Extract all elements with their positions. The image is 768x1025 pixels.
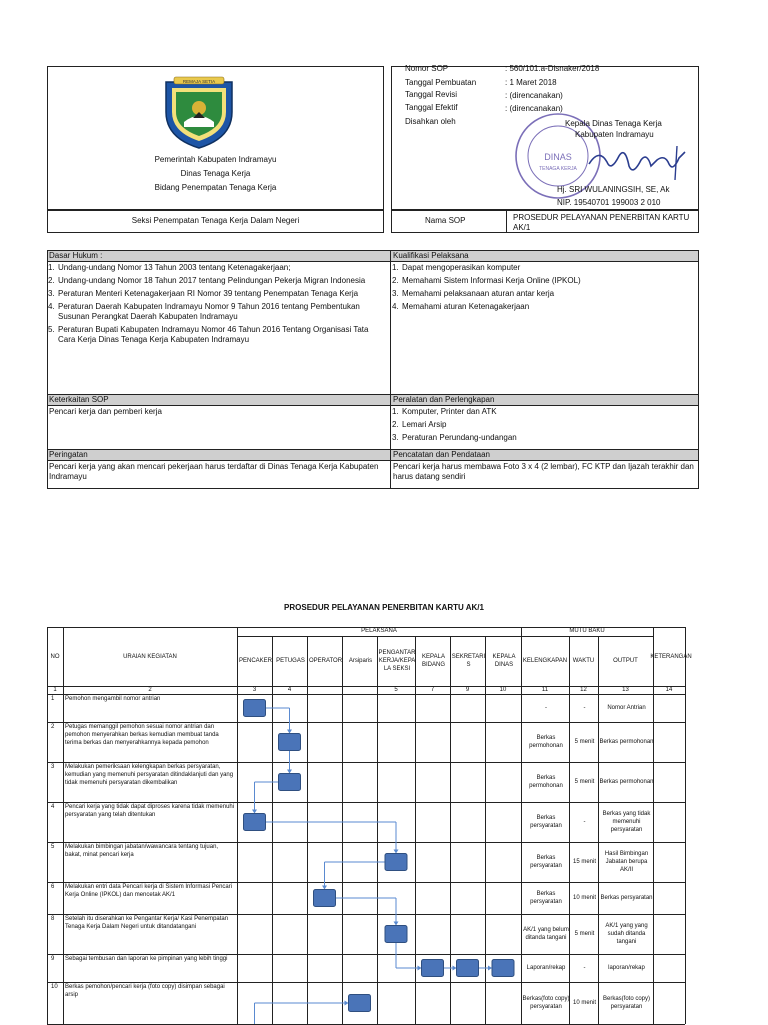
row-kelengkapan: Laporan/rekap [526,965,566,971]
row-output: Berkas persyaratan [600,895,653,901]
flow-process-box [385,926,407,943]
nama-sop-value: PROSEDUR PELAYANAN PENERBITAN KARTU AK/1 [513,213,690,232]
header-mutu-baku: MUTU BAKU [569,627,605,634]
kualifikasi-item: 2. Memahami Sistem Informasi Kerja Online (IPKOL) [392,276,581,285]
column-number: 14 [665,687,673,693]
peralatan-item: 1. Komputer, Printer dan ATK [392,407,497,416]
nomor-sop-value: : 560/101.a-Disnaker/2018 [505,64,600,73]
row-number: 5 [51,844,55,850]
column-number: 4 [287,687,292,693]
disahkan-label: Disahkan oleh [405,117,456,126]
header-actor: PENGANTAR KERJA/KEPALA SEKSI [378,650,416,672]
dasar-hukum-item: 3. Peraturan Menteri Ketenagakerjaan RI Nomor 39 tentang Penempatan Tenaga Kerja [48,289,359,298]
kualifikasi-item: 3. Memahami pelaksanaan aturan antar kerja [392,289,555,298]
keterkaitan-title: Keterkaitan SOP [49,395,109,404]
row-waktu: - [583,705,586,711]
header-actor: OPERATOR [308,658,343,664]
row-number: 9 [51,956,55,962]
row-output: Berkas yang tidak memenuhi persyaratan [602,811,651,833]
flow-process-box [279,734,301,751]
bidang-name: Bidang Penempatan Tenaga Kerja [154,183,277,192]
header-actor: KEPALA DINAS [492,654,516,668]
flow-arrowhead [453,966,457,971]
flow-process-box [457,960,479,977]
header-actor: KEPALA BIDANG [421,654,445,668]
column-number: 5 [394,687,398,693]
row-kelengkapan: Berkas permohonan [529,735,563,749]
row-waktu: 5 menit [574,779,595,785]
row-number: 6 [51,884,55,890]
column-number: 12 [580,687,587,693]
row-output: Nomor Antrian [607,705,646,711]
header-mutu-col: WAKTU [572,658,595,664]
row-uraian: Pencari kerja yang tidak dapat diproses karena tidak memenuhi persyaratan yang telah ditentukan [65,804,235,818]
seksi-name: Seksi Penempatan Tenaga Kerja Dalam Negeri [131,216,300,225]
column-number: 2 [148,687,152,693]
row-uraian: Pemohon mengambil nomor antrian [65,696,161,702]
column-number: 13 [622,687,629,693]
logo-motto: REMAJA SETIA [182,79,216,84]
flow-process-box [385,854,407,871]
header-actor: Arsiparis [348,658,373,664]
row-kelengkapan: Berkas permohonan [529,775,563,789]
row-number: 1 [51,696,55,702]
peralatan-item: 2. Lemari Arsip [392,420,447,429]
pencatatan-text: Pencari kerja harus membawa Foto 3 x 4 (2 lembar), FC KTP dan Ijazah terakhir dan harus datang sendiri [393,462,694,481]
dasar-hukum-item: 1. Undang-undang Nomor 13 Tahun 2003 tentang Ketenagakerjaan; [48,263,291,272]
flow-process-box [314,890,336,907]
dept-name: Dinas Tenaga Kerja [180,169,251,178]
header-keterangan: KETERANGAN [650,653,692,660]
dasar-hukum-item: 5. Peraturan Bupati Kabupaten Indramayu Nomor 46 Tahun 2016 Tentang Organisasi Tata Cara Kerja Dinas Tenaga Kerja Kabupaten Indramayu [48,325,369,344]
peringatan-text: Pencari kerja yang akan mencari pekerjaan harus terdaftar di Dinas Tenaga Kerja Kabupaten Indramayu [49,462,379,481]
flow-process-box [492,960,514,977]
row-number: 3 [51,764,55,770]
row-waktu: 10 menit [572,895,596,901]
peralatan-title: Peralatan dan Perlengkapan [393,395,495,404]
column-number: 3 [252,687,257,693]
nama-sop-label: Nama SOP [425,216,466,225]
tanggal-revisi-value: : (direncanakan) [505,91,563,100]
dasar-hukum-item: 2. Undang-undang Nomor 18 Tahun 2017 tentang Pelindungan Pekerja Migran Indonesia [48,276,366,285]
signature [585,142,695,184]
column-number [342,686,377,694]
header-actor: PENCAKER [238,658,272,664]
row-uraian: Petugas memanggil pemohon sesuai nomor antrian dan pemohon menyerahkan berkas kemudian membuat tanda terima berkas dan menyerahkannya kepada pemohon [65,724,219,746]
flow-arrowhead [345,1001,349,1006]
row-kelengkapan: - [545,705,547,711]
column-number: 9 [465,687,470,693]
row-output: Berkas permohonan [599,739,654,745]
gov-name: Pemerintah Kabupaten Indramayu [154,155,277,164]
tanggal-revisi-label: Tanggal Revisi [405,90,458,99]
header-uraian: URAIAN KEGIATAN [123,653,177,660]
kualifikasi-item: 1. Dapat mengoperasikan komputer [392,263,521,272]
flow-process-box [279,774,301,791]
row-waktu: - [583,965,586,971]
row-output: laporan/rekap [608,965,645,971]
flow-arrowhead [394,850,399,854]
flow-process-box [244,700,266,717]
row-kelengkapan: Berkas persyaratan [530,855,562,869]
dasar-hukum-item: 4. Peraturan Daerah Kabupaten Indramayu Nomor 9 Tahun 2016 tentang Pembentukan Susunan Perangkat Daerah Kabupaten Indramayu [48,302,360,321]
disahkan-nama: Hj. SRI WULANINGSIH, SE, Ak [557,185,670,194]
header-mutu-col: OUTPUT [613,658,638,664]
header-no: NO [50,653,60,660]
nomor-sop-label: Nomor SOP [405,64,449,73]
tanggal-pembuatan-value: : 1 Maret 2018 [505,78,557,87]
peringatan-title: Peringatan [49,450,88,459]
flow-arrowhead [394,922,399,926]
procedure-title: PROSEDUR PELAYANAN PENERBITAN KARTU AK/1 [284,603,484,612]
row-output: Berkas permohonan [599,779,654,785]
row-uraian: Berkas pemohon/pencari kerja (foto copy) disimpan sebagai arsip [65,984,225,998]
row-waktu: 10 menit [572,1000,596,1006]
header-pelaksana: PELAKSANA [361,627,397,634]
dasar-hukum-list [48,263,384,348]
row-number: 8 [51,916,55,922]
row-number: 4 [51,804,55,810]
dasar-hukum-title: Dasar Hukum : [49,251,103,260]
column-number: 7 [430,687,435,693]
flow-arrowhead [418,966,422,971]
flow-arrowhead [287,730,292,734]
row-output: Hasil Bimbingan Jabatan berupa AK/II [604,851,649,873]
regency-emblem-logo [160,72,238,150]
row-number: 2 [51,724,55,730]
row-waktu: 15 menit [572,859,596,865]
row-waktu: 5 menit [574,931,595,937]
flow-arrowhead [488,966,492,971]
header-mutu-col: KELENGKAPAN [522,658,568,664]
header-actor: PETUGAS [276,658,305,664]
peralatan-item: 3. Peraturan Perundang-undangan [392,433,517,442]
peralatan-list [392,407,697,446]
stamp-text: DINAS [544,152,572,162]
kualifikasi-list [392,263,697,315]
flow-arrowhead [287,770,292,774]
flow-process-box [349,995,371,1012]
disahkan-jabatan-1: Kepala Dinas Tenaga Kerja [565,119,662,128]
row-uraian: Sebagai tembusan dan laporan ke pimpinan yang lebih tinggi [65,956,228,962]
column-number [307,686,342,694]
flow-process-box [422,960,444,977]
tanggal-efektif-value: : (direncanakan) [505,104,563,113]
keterkaitan-text: Pencari kerja dan pemberi kerja [49,407,162,416]
disahkan-nip: NIP. 19540701 199003 2 010 [557,198,661,207]
row-waktu: 5 menit [574,739,595,745]
column-number: 11 [541,687,549,693]
row-uraian: Melakukan entri data Pencari kerja di Sistem Informasi Pencari Kerja Online (IPKOL) dan mencetak AK/1 [65,884,233,898]
row-output: Berkas(foto copy) persyaratan [602,996,651,1010]
kualifikasi-item: 4. Memahami aturan Ketenagakerjaan [392,302,530,311]
row-output: AK/1 yang yang sudah ditanda tangani [605,923,648,945]
row-kelengkapan: Berkas(foto copy) persyaratan [522,996,570,1010]
tanggal-efektif-label: Tanggal Efektif [405,103,458,112]
row-kelengkapan: AK/1 yang belum ditanda tangani [523,927,569,941]
kualifikasi-title: Kualifikasi Pelaksana [393,251,469,260]
column-number: 10 [499,687,507,693]
row-uraian: Melakukan bimbingan jabatan/wawancara tentang tujuan, bakat, minat pencari kerja [65,844,219,858]
row-uraian: Setelah itu diserahkan ke Pengantar Kerja/ Kasi Penempatan Tenaga Kerja Dalam Negeri untuk ditandatangani [65,916,229,930]
stamp-sub: TENAGA KERJA [539,166,577,172]
row-kelengkapan: Berkas persyaratan [530,891,562,905]
row-kelengkapan: Berkas persyaratan [530,815,562,829]
pencatatan-title: Pencatatan dan Pendataan [393,450,490,459]
row-number: 10 [51,984,58,990]
flow-process-box [244,814,266,831]
header-actor: SEKRETARIS [451,654,486,668]
tanggal-pembuatan-label: Tanggal Pembuatan [405,78,477,87]
flow-arrowhead [322,886,327,890]
flow-arrowhead [252,810,257,814]
row-uraian: Melakukan pemeriksaan kelengkapan berkas persyaratan, kemudian yang memenuhi persyaratan ditindaklanjuti dan yang tidak memenuhi persyaratan dikembalikan [65,764,234,786]
column-number: 1 [53,687,57,693]
row-waktu: - [583,819,586,825]
disahkan-jabatan-2: Kabupaten Indramayu [575,130,654,139]
